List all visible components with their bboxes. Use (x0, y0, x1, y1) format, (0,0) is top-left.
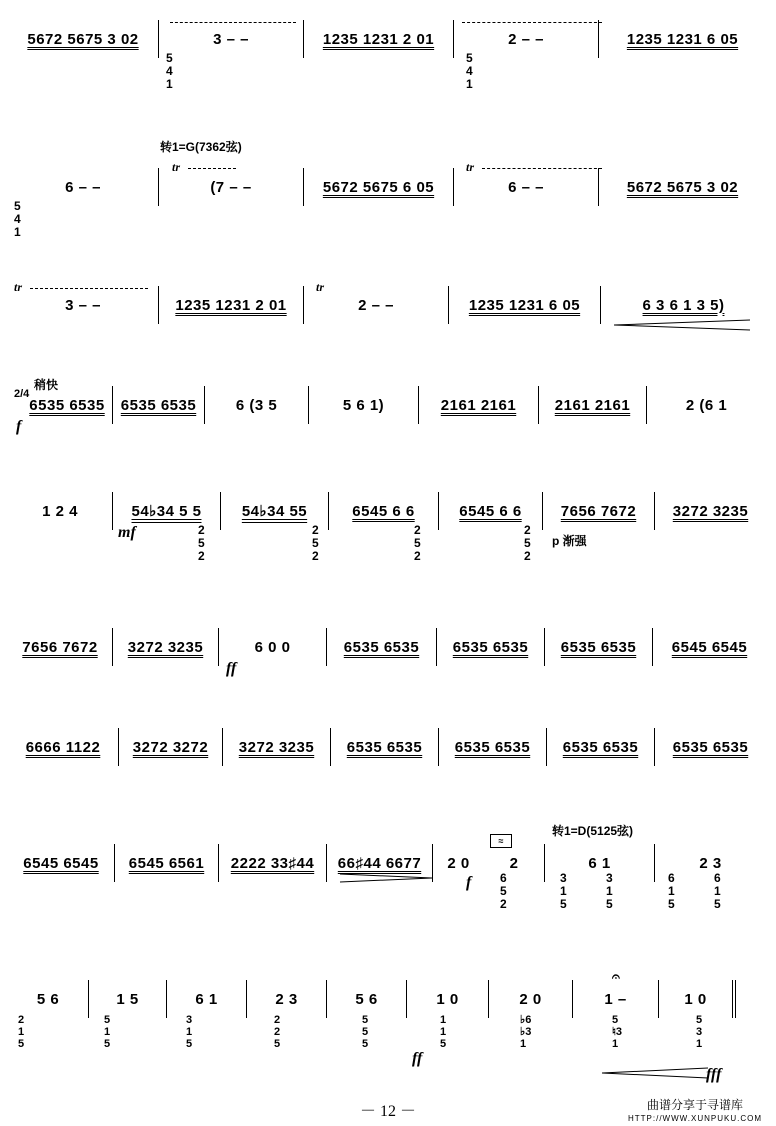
tempo-label: 稍快 (34, 378, 59, 392)
chord-note: 1 (714, 884, 721, 898)
measure (652, 628, 766, 666)
measure (112, 628, 218, 666)
chord-note: 5 (440, 1038, 447, 1050)
measure-notes: 6535 6535 (29, 396, 105, 414)
chord-note: 6 (668, 871, 675, 885)
chord-note: 2 (500, 897, 507, 911)
key-change-label: 转1=G(7362弦) (160, 140, 242, 154)
measure (303, 286, 448, 324)
chord-note: 2 (274, 1026, 281, 1038)
chord-note: 5 (612, 1014, 619, 1026)
measure (8, 492, 112, 530)
chord-stack (560, 872, 567, 911)
chord-note: 3 (606, 871, 613, 885)
chord-note: 1 (186, 1026, 193, 1038)
chord-note: 1 (606, 884, 613, 898)
chord-stack (166, 52, 173, 91)
chord-note: ♭6 (520, 1014, 532, 1026)
measure-notes: 7656 7672 (560, 502, 637, 520)
measure (158, 168, 303, 206)
measure-notes: 2 (509, 854, 519, 872)
chord-note: 5 (560, 897, 567, 911)
measure (658, 980, 736, 1018)
measure-notes: 5672 5675 3 02 (27, 30, 139, 48)
measure-notes: 6 0 0 (254, 638, 291, 656)
chord-note: 5 (466, 51, 473, 65)
chord-note: 5 (104, 1038, 111, 1050)
measure (448, 286, 600, 324)
chord-note: 2 (312, 549, 319, 563)
chord-stack (18, 1014, 24, 1050)
measure (303, 168, 453, 206)
chord-note: 2 (524, 549, 531, 563)
measure (488, 980, 572, 1018)
measure-notes: 6535 6535 (562, 738, 639, 756)
measure-notes: 3 – – (213, 30, 249, 48)
measure-notes: 2161 2161 (554, 396, 631, 414)
measure-notes: 2 0 (447, 854, 470, 872)
measure (158, 20, 303, 58)
watermark-text: 曲谱分享于寻谱库 (646, 1098, 743, 1112)
chord-stack (14, 200, 21, 239)
measure (246, 980, 326, 1018)
measure-notes: 6535 6535 (672, 738, 749, 756)
measure-notes: 7656 7672 (22, 638, 98, 656)
measure (114, 844, 218, 882)
chord-note: 1 (520, 1038, 527, 1050)
chord-note: 5 (186, 1038, 193, 1050)
measure (538, 386, 646, 424)
dynamic-text: p 渐强 (552, 534, 587, 548)
chord-note: 5 (606, 897, 613, 911)
measure-notes: 6666 1122 (25, 738, 101, 756)
measure (572, 980, 658, 1018)
chord-note: 5 (312, 536, 319, 550)
measure-notes: 2 0 (519, 990, 542, 1008)
chord-note: 5 (166, 51, 173, 65)
chord-note: 5 (500, 884, 507, 898)
measure-notes: 5 6 (36, 990, 60, 1008)
measure (8, 728, 118, 766)
chord-stack (440, 1014, 446, 1050)
chord-stack (668, 872, 675, 911)
chord-note: ♮3 (612, 1026, 623, 1038)
measure-notes: 5672 5675 3 02 (626, 178, 739, 196)
measure (158, 286, 303, 324)
chord-note: 2 (414, 549, 421, 563)
measure (326, 628, 436, 666)
chord-stack (696, 1014, 702, 1050)
measure-notes: 6 1 (588, 854, 611, 872)
measure (308, 386, 418, 424)
chord-note: 5 (714, 897, 721, 911)
tremolo-box-icon: ≈ (490, 834, 512, 848)
measure-notes: 3272 3235 (238, 738, 315, 756)
watermark (628, 1098, 762, 1126)
measure (8, 628, 112, 666)
chord-note: 5 (668, 897, 675, 911)
chord-note: 4 (14, 212, 21, 226)
fermata-icon: 𝄐 (612, 968, 620, 984)
chord-note: 3 (186, 1014, 193, 1026)
measure-notes: 1 0 (436, 990, 459, 1008)
chord-note: 5 (362, 1014, 369, 1026)
measure (326, 980, 406, 1018)
chord-note: 5 (104, 1014, 111, 1026)
measure-notes: 6545 6545 (23, 854, 99, 872)
measure (166, 980, 246, 1018)
measure (303, 20, 453, 58)
measure-notes: 54♭34 55 (241, 503, 308, 520)
chord-note: 1 (14, 225, 21, 239)
key-change-label: 转1=D(5125弦) (552, 824, 634, 838)
chord-note: 2 (198, 549, 205, 563)
measure-notes: 6535 6535 (560, 638, 637, 656)
dynamic-marking: ff (226, 660, 237, 677)
measure (432, 844, 484, 882)
measure-notes: 54♭34 5 5 (131, 503, 202, 520)
measure-notes: 6 3 6 1 3 5) (642, 296, 725, 314)
measure (418, 386, 538, 424)
trill-line (170, 22, 296, 23)
measure-notes: 2 3 (275, 990, 298, 1008)
chord-stack (500, 872, 507, 911)
chord-note: 4 (466, 64, 473, 78)
dynamic-marking: f (466, 874, 472, 891)
measure (436, 628, 544, 666)
measure-notes: 6 – – (65, 178, 101, 196)
chord-note: 5 (362, 1038, 369, 1050)
chord-note: 1 (104, 1026, 111, 1038)
measure-notes: 1235 1231 2 01 (175, 296, 287, 314)
staff-system-9 (8, 980, 766, 1018)
measure-notes: 3 – – (65, 296, 101, 314)
measure (222, 728, 330, 766)
dynamic-marking: mf (118, 524, 136, 541)
measure (88, 980, 166, 1018)
measure-notes: 1235 1231 2 01 (322, 30, 435, 48)
measure-notes: 3272 3235 (127, 638, 204, 656)
chord-note: ♭3 (520, 1026, 532, 1038)
measure-notes: 6545 6561 (128, 854, 205, 872)
measure (8, 168, 158, 206)
page-number: － 12 － (359, 1103, 416, 1120)
chord-note: 1 (560, 884, 567, 898)
measure (328, 492, 438, 530)
crescendo-hairpin (612, 318, 752, 332)
measure (453, 168, 598, 206)
measure-notes: 66♯44 6677 (337, 854, 422, 872)
chord-stack (414, 524, 421, 563)
chord-note: 2 (274, 1014, 281, 1026)
measure (646, 386, 766, 424)
measure-notes: 1 5 (116, 990, 139, 1008)
measure (118, 728, 222, 766)
measure-notes: 6535 6535 (454, 738, 531, 756)
chord-stack (186, 1014, 192, 1050)
measure-notes: 6545 6 6 (352, 502, 415, 520)
chord-note: 6 (714, 871, 721, 885)
chord-stack (524, 524, 531, 563)
trill-line (462, 22, 602, 23)
measure-notes: 6545 6 6 (459, 502, 522, 520)
measure-notes: 2 3 (699, 854, 722, 872)
dynamic-marking: ff (412, 1050, 423, 1067)
chord-note: 1 (466, 77, 473, 91)
trill-mark: tr (466, 160, 475, 174)
chord-note: 1 (440, 1026, 447, 1038)
chord-note: 5 (198, 536, 205, 550)
measure-notes: 1 0 (684, 990, 707, 1008)
measure-notes: 3272 3272 (132, 738, 209, 756)
chord-note: 2 (312, 523, 319, 537)
measure (204, 386, 308, 424)
chord-note: 2 (524, 523, 531, 537)
chord-note: 1 (166, 77, 173, 91)
staff-system-1 (8, 20, 766, 58)
chord-stack (520, 1014, 531, 1050)
staff-system-4 (8, 386, 766, 424)
chord-note: 5 (362, 1026, 369, 1038)
measure-notes: 6535 6535 (452, 638, 529, 656)
measure-notes: 6 – – (508, 178, 544, 196)
measure (598, 168, 766, 206)
chord-note: 2 (414, 523, 421, 537)
measure-notes: 2161 2161 (440, 396, 517, 414)
measure (330, 728, 438, 766)
crescendo-hairpin (600, 1066, 710, 1080)
measure-notes: 3272 3235 (672, 502, 749, 520)
chord-note: 1 (440, 1014, 447, 1026)
measure (8, 20, 158, 58)
dynamic-marking: fff (706, 1066, 722, 1083)
watermark-url: HTTP://WWW.XUNPUKU.COM (628, 1114, 762, 1123)
chord-stack (612, 1014, 622, 1050)
measure-notes: 6535 6535 (343, 638, 420, 656)
chord-note: 4 (166, 64, 173, 78)
chord-stack (312, 524, 319, 563)
measure-notes: 6545 6545 (671, 638, 748, 656)
measure-notes: 2 – – (508, 30, 544, 48)
chord-note: 5 (524, 536, 531, 550)
measure-notes: 2 – – (358, 296, 394, 314)
measure (598, 20, 766, 58)
measure (654, 492, 766, 530)
chord-stack (466, 52, 473, 91)
measure-notes: 2222 33♯44 (230, 854, 315, 872)
measure-notes: 6 (3 5 (235, 396, 278, 414)
measure (218, 844, 326, 882)
measure-notes: 1 – (604, 990, 627, 1008)
staff-system-2 (8, 168, 766, 206)
measure (542, 492, 654, 530)
measure-notes: 6535 6535 (120, 396, 197, 414)
chord-note: 5 (14, 199, 21, 213)
measure (8, 844, 114, 882)
measure (8, 286, 158, 324)
chord-stack (606, 872, 613, 911)
chord-stack (274, 1014, 280, 1050)
measure-notes: 6535 6535 (346, 738, 423, 756)
measure (8, 980, 88, 1018)
dynamic-marking: f (16, 418, 22, 435)
chord-note: 1 (696, 1038, 703, 1050)
chord-note: 3 (696, 1026, 703, 1038)
chord-note: 6 (500, 871, 507, 885)
measure (453, 20, 598, 58)
measure (544, 628, 652, 666)
trill-mark: tr (14, 280, 23, 294)
chord-note: 1 (612, 1038, 619, 1050)
chord-stack (104, 1014, 110, 1050)
measure (112, 386, 204, 424)
measure (438, 728, 546, 766)
measure-notes: 5 6 1) (342, 396, 385, 414)
measure-notes: 1235 1231 6 05 (626, 30, 739, 48)
measure-notes: 5 6 (355, 990, 378, 1008)
chord-note: 3 (560, 871, 567, 885)
chord-stack (714, 872, 721, 911)
measure-notes: 1 2 4 (42, 502, 78, 520)
time-signature: 2/4 (14, 388, 30, 400)
decrescendo-hairpin (338, 872, 434, 884)
measure (654, 728, 766, 766)
chord-note: 2 (198, 523, 205, 537)
chord-note: 5 (274, 1038, 281, 1050)
chord-note: 5 (696, 1014, 703, 1026)
measure (546, 728, 654, 766)
chord-note: 1 (18, 1026, 25, 1038)
chord-note: 5 (414, 536, 421, 550)
measure-notes: 6 1 (195, 990, 218, 1008)
measure-notes: 2 (6 1 (685, 396, 728, 414)
chord-stack (362, 1014, 368, 1050)
trill-mark: tr (172, 160, 181, 174)
chord-note: 5 (18, 1038, 25, 1050)
trill-mark: tr (316, 280, 325, 294)
measure (484, 844, 544, 882)
chord-stack (198, 524, 205, 563)
measure-notes: (7 – – (210, 178, 252, 196)
measure-notes: 1235 1231 6 05 (468, 296, 581, 314)
measure (406, 980, 488, 1018)
staff-system-6 (8, 628, 766, 666)
chord-note: 2 (18, 1014, 25, 1026)
chord-note: 1 (668, 884, 675, 898)
measure-notes: 5672 5675 6 05 (322, 178, 435, 196)
staff-system-7 (8, 728, 766, 766)
measure (8, 386, 112, 424)
